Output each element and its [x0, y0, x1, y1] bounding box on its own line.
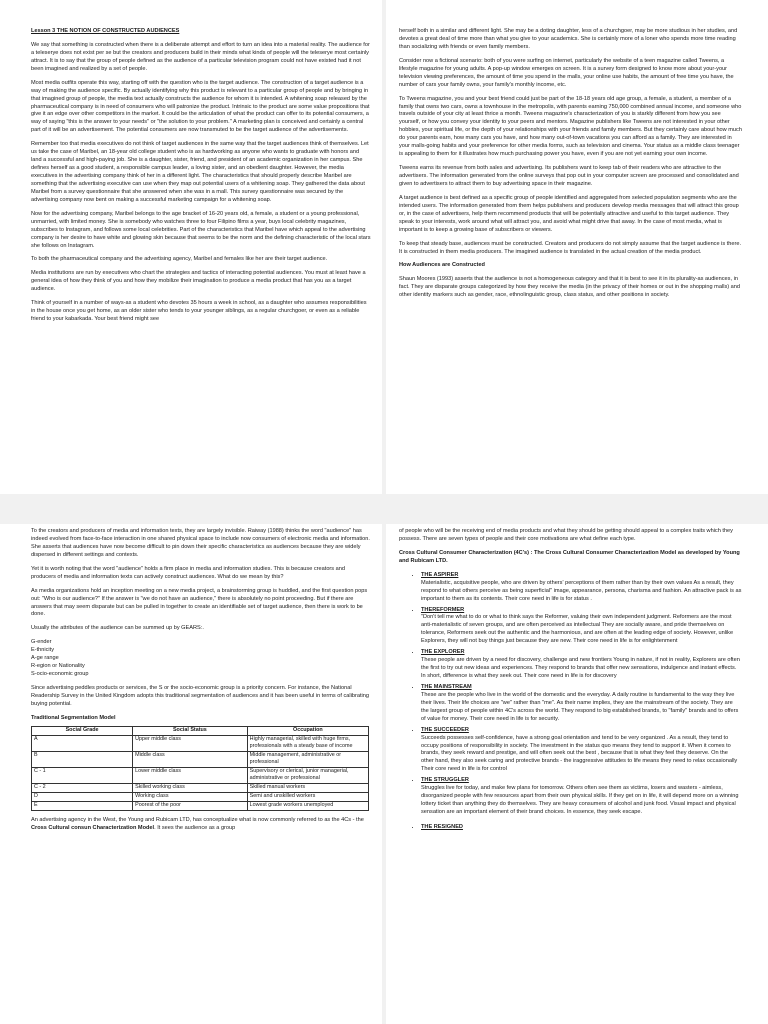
gears-item: A-ge range	[31, 655, 59, 662]
table-cell: C - 2	[32, 783, 133, 792]
table-cell: Highly managerial, skilled with huge firms, professionals with a steady base of income	[247, 735, 368, 751]
list-item	[421, 649, 742, 681]
table-cell: Supervisory or clerical, junior managerial, administrative or professional	[247, 767, 368, 783]
table-cell: Lower middle class	[133, 767, 248, 783]
document-page-1	[31, 28, 371, 508]
paragraph: A target audience is best defined as a specific group of people identified and aggregated from selected population segments who are the intended users. The information generated from them helps publishers and producers develop media messages that will attract this group or, in the case of advertisers, help them recommend products that will be potentially attractive and useful to this target audience. They speak to your interests, work around what will attract you, and avoid what might drive that away. In the case of most media, what is important is to keep a growing base of subscribers or viewers.	[399, 194, 739, 233]
paragraph: Now for the advertising company, Maribel belongs to the age bracket of 16-20 years old, a female, a student or a young professional, unmarried, with limited money. She is somebody who watches three to four Filipino films a year, buys local celebrity magazines, subscribes to Instagram, and follows some local celebrities. Part of the characteristics that Maribel have which appeal to the advertising company is her desire to have white and glowing skin because that seems to be the norm and the defining characteristic of the local stars she follows on Instagram.	[31, 210, 371, 249]
model-title: Cross Cultural Consumer Characterization (4C's) : The Cross Cultural Consumer Characterization Model as developed by Young and Rubicam LTD.	[399, 549, 740, 564]
paragraph: Consider now a fictional scenario: both of you were surfing on internet, particularly the website of a teen magazine called Tweens, a lifestyle magazine for young adults. A pop-up window emerges on screen. It is a survey form designed to know more about your-your television viewing preferences, the amount of time you spend in the malls, your online use habits, the amount of free time you have, the number of cars your family owns, your family's monthly income, etc.	[399, 57, 734, 88]
type-name: • THE RESIGNED	[421, 823, 463, 830]
type-name: • THE SUCCEEDER	[421, 726, 469, 733]
paragraph: Since advertising peddles products or services, the S or the socio-economic group is a priority concern. For instance, the National Readership Survey in the United Kingdom adopts this traditional segmentation of audiences and it has been useful in terms of calibrating buying potential.	[31, 685, 370, 707]
model-name: Cross Cultural consun Characterization Model	[31, 824, 155, 831]
table-row	[32, 801, 369, 810]
gears-list	[31, 639, 371, 679]
table-cell: D	[32, 792, 133, 801]
list-item	[421, 824, 742, 832]
table-row	[32, 767, 369, 783]
consumer-types-list	[399, 572, 742, 832]
paragraph: Most media outfits operate this way, starting off with the question who is the target audience. The construction of a target audience is a way of making the audience specific. By actually identifying why this product is relevant to a particular group of people and by bringing in that imagined group of people, the media text actually constructs the audience for whom it is intended. A whitening soap released by the pharmaceutical company is in need of consumers who will patronize the product. Intrinsic to the product are some value propositions that give it an edge over other competitors in the market. It could be the articulation of what the product can offer to its potential consumers, a way of saying "this is the answer to your needs" or "the solution to your problem." A marketing plan is conceived and certainly a central part of it will be an advertisement. The potential consumers are now transmuted to be the target audience of the advertisements.	[31, 79, 370, 134]
table-row	[32, 751, 369, 767]
table-cell: Skilled working class	[133, 783, 248, 792]
table-cell: Upper middle class	[133, 735, 248, 751]
table-row	[32, 783, 369, 792]
paragraph: Think of yourself in a number of ways-as a student who devotes 35 hours a week in school, as a daughter who assumes responsibilities in the house once you get home, as an older sister who tends to your younger siblings, as a regular churchgoer, or even as a reliable friend to your kabarkada. Your best friend might see	[31, 300, 367, 323]
paragraph: Tweens earns its revenue from both sales and advertising. Its publishers want to keep tab of their readers who are attractive to the advertisers. The information generated from the online surveys that pop out in your computer screen are processed and consolidated and given to advertisers to attract them to buy advertising space in their magazine.	[399, 165, 739, 187]
table-title: Traditional Segmentation Model	[31, 714, 116, 721]
type-description: Materialistic, acquisitive people, who are driven by others' perceptions of them rather than by their own values As a result, they respond to what others perceive as being superficial" image, appearance, persona, charisma and fashion. An attractive pack is as important to them as its contents. Their core need in life is for status .	[421, 579, 742, 602]
paragraph: Media institutions are run by executives who chart the strategies and tactics of interacting potential audiences. You must at least have a general idea of how they think of you and how they mobilize their imagination to produce a media product that has you as a target audience.	[31, 270, 366, 293]
paragraph: To keep that steady base, audiences must be constructed. Creators and producers do not simply assume that the target audience is there. It is constructed in them media producers. The imagined audience is translated in the actual creation of the media product.	[399, 240, 742, 255]
segmentation-table	[31, 726, 369, 811]
gears-item: G-ender	[31, 639, 52, 646]
lesson-title: Lesson 3 THE NOTION OF CONSTRUCTED AUDIENCES	[31, 28, 180, 34]
paragraph: To both the pharmaceutical company and the advertising agency, Maribel and females like her are their target audience.	[31, 256, 328, 263]
document-page-2	[399, 28, 742, 508]
column-header: Social Grade	[32, 726, 133, 735]
type-name: • THE ASPIRER	[421, 571, 459, 578]
type-description: Succeeds possesses self-confidence, have a strong goal orientation and tend to be very organized . As a result, they tend to occupy positions of responsibility in society. The investment in the status quo means they tend to support it. When it comes to brands, they seek reward and prestige, and will often seek out the best , because that is what they feel they deserve. On the other hand, they also seek caring and protective brands - the iraggressive attitudes to life means they need to relax occasionally Their core need in life is for control	[421, 734, 738, 773]
paragraph: We say that something is constructed when there is a deliberate attempt and effort to turn an idea into a material reality. The audience for a teleserye does not exist per se but the creators and producers build in their minds what kinds of people will the teleserye most certainly attract. It is to say that the group of people defined as the audience of a particular television program could not have existed had it not been imagined and realized by a set of people.	[31, 41, 370, 72]
type-name: • THEREFORMER	[421, 606, 465, 613]
type-name: • THE EXPLORER	[421, 649, 465, 656]
gears-item: R-egion or Nationality	[31, 663, 85, 670]
column-header: Occupation	[247, 726, 368, 735]
list-item	[421, 727, 742, 775]
document-page-3	[31, 528, 371, 1008]
column-header: Social Status	[133, 726, 248, 735]
type-name: • THE MAINSTREAM	[421, 683, 472, 690]
table-row	[32, 792, 369, 801]
paragraph: of people who will be the receiving end of media products and what they should be getting should appeal to a complex traits which they possess. There are seven types of people and their core motivations are what define each type.	[399, 528, 733, 542]
document-page-4	[399, 528, 742, 1008]
paragraph: Remember too that media executives do not think of target audiences in the same way that the target audiences think of themselves. Let us take the case of Maribel, an 18-year old college student who is as hardworking as anyone who wants to graduate with honors and land a successful and high-paying job. She is a daughter, sister, friend, and president of an academic organization in her campus. She defines herself as a good student, a responsible campus leader, a loving sister, and an obedient daughter. However, the media executives in the advertising company think of her in a different light. The characteristics that should properly describe Maribel are something that the advertising executive can use when they map out potential users of a whitening soap. They gathered the data about Maribel from a survey questionnaire that she answered when she was in a mall. This survey questionnaire was secured by the advertising company now bent on making a successful marketing campaign for a whitening soap.	[31, 141, 369, 203]
table-cell: Middle class	[133, 751, 248, 767]
paragraph: Usually the attributes of the audience can be summed up by GEARS:.	[31, 625, 204, 632]
table-cell: Poorest of the poor	[133, 801, 248, 810]
table-row	[32, 735, 369, 751]
table-cell: A	[32, 735, 133, 751]
list-item	[421, 607, 742, 647]
table-cell: Middle management, administrative or professional	[247, 751, 368, 767]
table-cell: E	[32, 801, 133, 810]
gears-item: E-thnicity	[31, 647, 55, 654]
paragraph: Yet it is worth noting that the word "audience" holds a firm place in media and information studies. This is because creators and producers of media and information texts can actively construct audiences. What do we mean by this?	[31, 565, 345, 580]
paragraph	[31, 817, 371, 833]
section-subheading: How Audiences are Constructed	[399, 262, 485, 269]
paragraph: herself both in a similar and different light. She may be a doting daughter, less of a churchgoer, may be more studious in her studies, and devotes a great deal of time more than what you give to your academics. She is certainly more of a loner who spends more time reading than socializing with friends or even family members.	[399, 28, 738, 50]
paragraph: To the creators and producers of media and information texts, they are largely invisible. Raiway (1988) thinks the word "audience" has indeed evolved from face-to-face interaction in one shared physical space to include now consumers of electronic media and information. She asserts that audiences have now become difficult to pin down their specific characteristics as audiences because they are widely dispersed in different settings and contexts.	[31, 528, 370, 558]
table-cell: Lowest grade workers unemployed	[247, 801, 368, 810]
paragraph: Shaun Moores (1993) asserts that the audience is not a homogeneous category and that it is best to see it in its plurality-as audiences, in fact. They are disparate groups categorized by how they receive the media (in the privacy of their homes or out in the shopping malls) and other identity markers such as gender, race, ethnolinguistic group, class status, and other positions in society.	[399, 276, 740, 299]
table-cell: C - 1	[32, 767, 133, 783]
type-description: These people are driven by a need for discovery, challenge and new frontiers Young in nature, if not in reality, Explorers are often the first to try out new ideas and experiences. They respond to brands that offer new sensations, indulgence and instant effects. In short, difference is what they seek out. Their core need in life is for discovery	[421, 657, 740, 679]
list-item	[421, 777, 742, 817]
table-cell: Semi and unskilled workers	[247, 792, 368, 801]
list-item	[421, 684, 742, 724]
paragraph: To Tweens magazine, you and your best friend could just be part of the 18-18 years old age group, a female, a student, a member of a family that owns two cars, owns a townhouse in the metropolis, with parents earning 750,000 combined annual income, and someone who travels outside of your city at least thrice a month. Tweens magazine's characterization of you is starkly different from how you see yourself, or how you convey your identity to your peers and mentors. Magazine publishers like Tweens are not interested in your other hobbies, your spiritual life, or the depth of your relationships with your friends and family members. But they certainly care about how much do your parents earn, how many cars you have, and how many out-of-town vacations you can afford as a family. They are interested in your malls-going habits and your preference for other media forms, such as television and cinema. Your status as a middle class teenager is appealing to them for it illustrates how much purchasing power you have, even if you are not yet earning your own income.	[399, 95, 742, 158]
type-description: Struggles live for today, and make few plans for tomorrow. Others often see them as victims, losers and wasters - aimless, disorganized people with few resources apart from their own physical skills. If they get on in life, it will depend more on a winning lottery ticket than anything they do themselves. They are heavy consumers of alcohol and junk food. Visual impact and physical sensation are an important element of their brand choices. In essence, they seek escape.	[421, 785, 739, 815]
paragraph: As media organizations hold an inception meeting on a new media project, a brainstorming group is huddled, and the first question pops out: "Who is our audience?" If the answer is "we do not have an audience," there is absolutely no point proceeding. But if there are answers that may seem disparate but can be pulled in together to create an identifiable set of target audience, then there is work to be done.	[31, 587, 368, 618]
list-item	[421, 572, 742, 604]
type-description: These are the people who live in the world of the domestic and the everyday. A daily routine is fundamental to the way they live their lives. Their life choices are "we" rather than "me". As their name implies, they are the mainstream of the society. They are the largest group of people within 4C's across the world. They respond to big established brands, to "family" brands and to offers of value for money. Their core need in life is for security.	[421, 691, 739, 722]
type-name: • THE STRUGGLER	[421, 777, 469, 784]
paragraph-text: . It sees the audience as a group	[154, 824, 236, 831]
table-cell: Working class	[133, 792, 248, 801]
table-cell: B	[32, 751, 133, 767]
type-description: "Don't tell me what to do or what to think says the Reformer, valuing their own independent judgment. Reformers are the most anti-materialistic of seven groups, and are often perceived as intellectual They are socially aware, and pride themselves on tolerance, Reformers seek out the authentic and the harmonious, and are often at the leading edge of society. However, unlike Explorers, they will not buy things just because they are new. Their core need in life is for enlightenment	[421, 614, 734, 645]
paragraph-text: An advertising agency in the West, the Young and Rubicam LTD, has conceptualize what is now commonly referred to as the 4Cs - the	[31, 816, 364, 823]
table-header-row	[32, 726, 369, 735]
gears-item: S-ocio-economic group	[31, 671, 89, 678]
page-gutter-vertical	[382, 0, 386, 1024]
table-cell: Skilled manual workers	[247, 783, 368, 792]
